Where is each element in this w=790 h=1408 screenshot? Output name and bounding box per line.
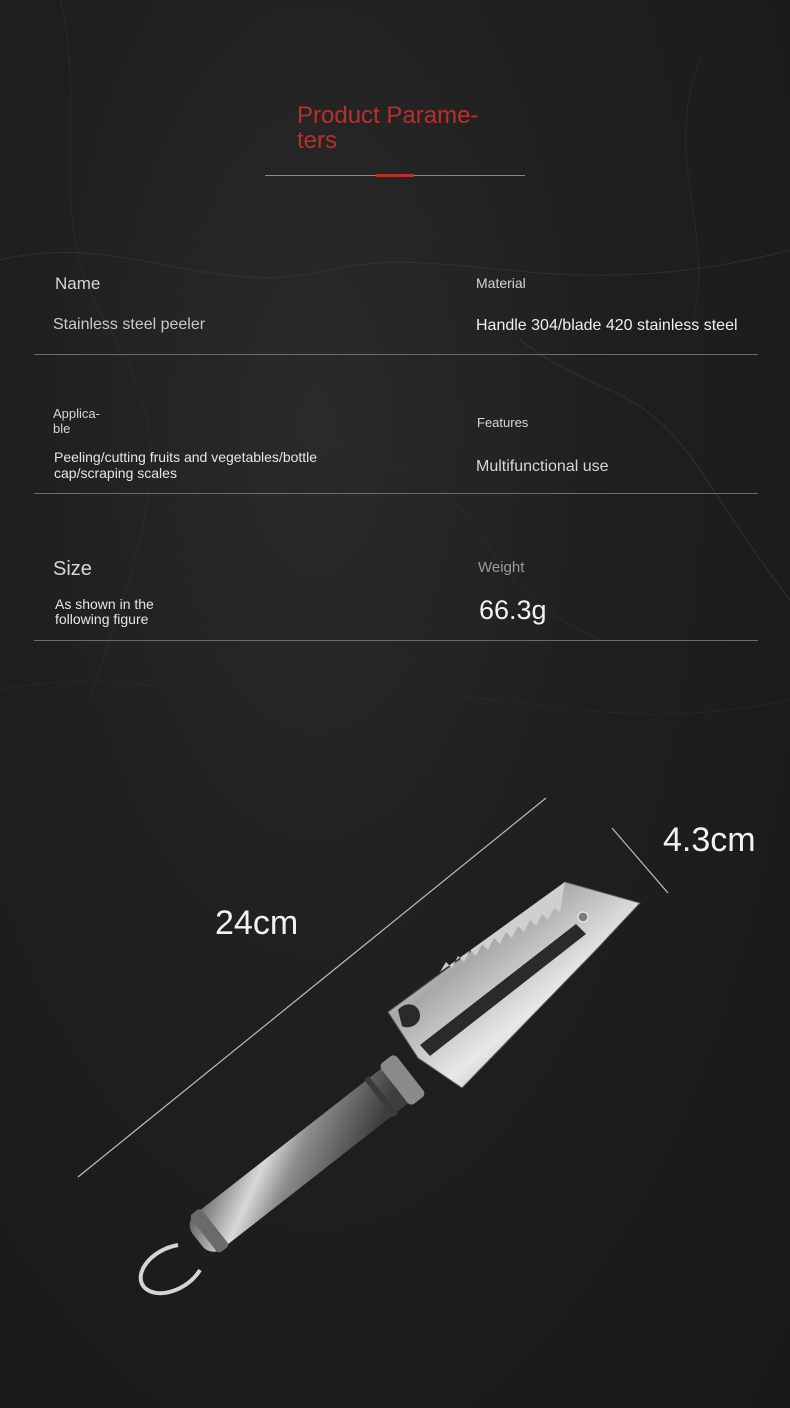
length-dimension-label: 24cm bbox=[215, 904, 299, 942]
row-divider-3 bbox=[34, 640, 758, 641]
size-value bbox=[55, 597, 154, 627]
title-accent-bar bbox=[376, 174, 414, 177]
applicable-label bbox=[53, 406, 100, 436]
material-value: Handle 304/blade 420 stainless steel bbox=[476, 317, 738, 334]
size-value-line-2: following figure bbox=[55, 611, 149, 627]
row-divider-1 bbox=[34, 354, 758, 355]
page-title-line-1: Product Parame- bbox=[297, 102, 479, 129]
weight-value: 66.3g bbox=[479, 595, 547, 625]
row-divider-2 bbox=[34, 493, 758, 494]
page-title bbox=[297, 103, 517, 153]
applicable-value-line-2: cap/scraping scales bbox=[54, 465, 177, 481]
handle-icon bbox=[182, 1053, 427, 1260]
page-title-line-2: ters bbox=[297, 127, 338, 154]
applicable-label-line-2: ble bbox=[53, 421, 71, 436]
size-label: Size bbox=[53, 558, 92, 580]
material-label: Material bbox=[476, 275, 526, 291]
size-value-line-1: As shown in the bbox=[55, 596, 154, 612]
applicable-label-line-1: Applica- bbox=[53, 406, 100, 421]
features-label: Features bbox=[477, 415, 529, 430]
applicable-value-line-1: Peeling/cutting fruits and vegetables/bottle bbox=[54, 449, 318, 465]
name-value: Stainless steel peeler bbox=[53, 316, 206, 333]
width-dimension-line bbox=[612, 828, 668, 893]
applicable-value bbox=[54, 449, 317, 481]
weight-label: Weight bbox=[478, 559, 525, 576]
name-label: Name bbox=[55, 274, 101, 293]
features-value: Multifunctional use bbox=[476, 458, 609, 475]
width-dimension-label: 4.3cm bbox=[663, 821, 756, 859]
hanging-ring-icon bbox=[141, 1245, 200, 1293]
